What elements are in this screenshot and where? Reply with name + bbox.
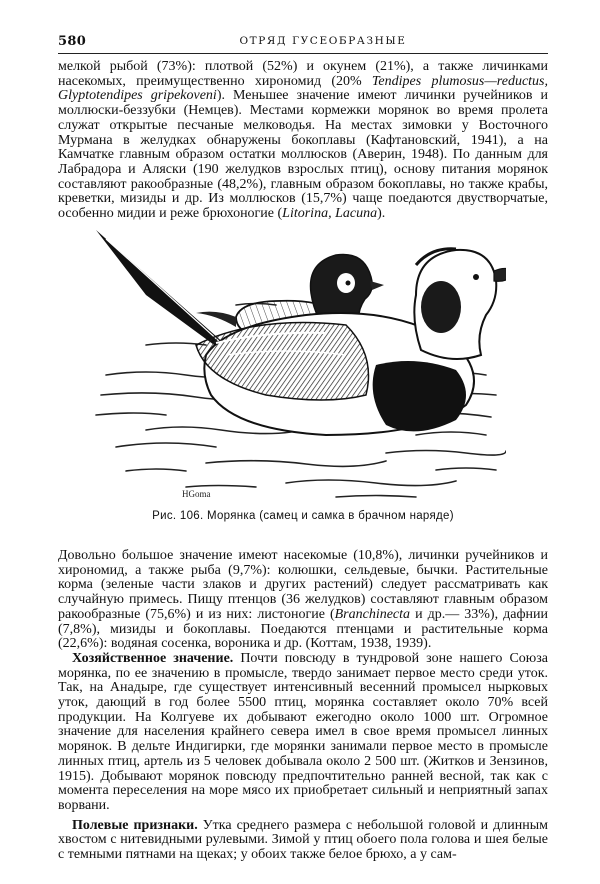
section-heading-economic: Хозяйственное значение. (72, 650, 234, 666)
long-tailed-duck-illustration (86, 225, 506, 505)
paragraph-food-details: Довольно большое значение имеют насекомые (10,8%), личинки ручейников и хирономид, а также рыба (9,7%): колюшки, сельдевые, бычки. Растительные корма (зеленые части злаков и других растений) следует рассматривать как случайную примесь. Пищу птенцов (36 желудков) составляют главным образом ракообразные (75,6%) и из них: листоногие (Branchinecta и др.— 33%), дафнии (7,8%), мизиды и бокоплавы. Поедаются птенцами и растительные корма (22,6%): водяная сосенка, вороника и др. (Коттам, 1938, 1939). (58, 548, 548, 652)
paragraph-diet-continued: мелкой рыбой (73%): плотвой (52%) и окунем (21%), а также личинками насекомых, преимущественно хирономид (20% Tendipes plumosus—reductus, Glyptotendipes gripekoveni). Меньшее значение имеют личинки ручейников и моллюски-беззубки (Немцев). Местами кормежки морянок во время пролета служат открытые песчаные мелководья. На местах зимовки у Восточного Мурмана в желудках обнаружены бокоплавы (Кафтановский, 1941), а на Камчатке главным образом остатки моллюсков (Аверин, 1948). По данным для Лабрадора и Аляски (190 желудков взрослых птиц), основу питания морянок составляют ракообразные (48,2%), главным образом бокоплавы, но также крабы, креветки, мизиды и др. Из моллюсков (15,7%) чаще поедаются двустворчатые, особенно мидии и реже брюхоногие (Litorina, Lacuna). (58, 59, 549, 222)
page-number: 580 (58, 34, 87, 49)
paragraph-economic-importance: Хозяйственное значение. Почти повсюду в тундровой зоне нашего Союза морянка, по ее значению в промысле, твердо занимает первое место среди уток. Так, на Анадыре, где существует интенсивный весенний промысел нырковых уток, дающий в год более 5500 птиц, морянка составляет около 70% всей продукции. На Колгуеве их добывают ежегодно около 1000 шт. Огромное значение для населения крайнего севера имел в свое время промысел линных морянок. В дельте Индигирки, где морянки занимали первое место в промысле линных птиц, артель из 5 человек добывала около 2 500 шт. (Житков и Зензинов, 1915). Добывают морянок повсюду предпочтительно ранней весной, так как с момента переселения на море мясо их приобретает сильный и неприятный запах ворвани. (58, 650, 548, 813)
section-heading-field-marks: Полевые признаки. (72, 817, 198, 833)
running-head: ОТРЯД ГУСЕОБРАЗНЫЕ (239, 35, 407, 47)
text-block-bottom (58, 549, 548, 863)
species-names: Tendipes plumosus—reductus, Glyptotendipes gripekoveni (58, 73, 548, 104)
paragraph-field-marks: Полевые признаки. Утка среднего размера с небольшой головой и длинным хвостом с нитевидными рулевыми. Зимой у птиц обоего пола голова и шея белые с темными пятнами на щеках; у обоих также белое брюхо, а у сам- (58, 817, 548, 863)
genus-name: Branchinecta (334, 606, 411, 622)
figure-caption: Рис. 106. Морянка (самец и самка в брачном наряде) (152, 510, 454, 522)
artist-signature: HGoma (182, 489, 211, 499)
page-header (58, 34, 548, 52)
genus-names: Litorina, Lacuna (282, 206, 378, 222)
text-block-top (58, 60, 548, 222)
male-duck (96, 230, 506, 435)
header-rule (58, 53, 548, 54)
